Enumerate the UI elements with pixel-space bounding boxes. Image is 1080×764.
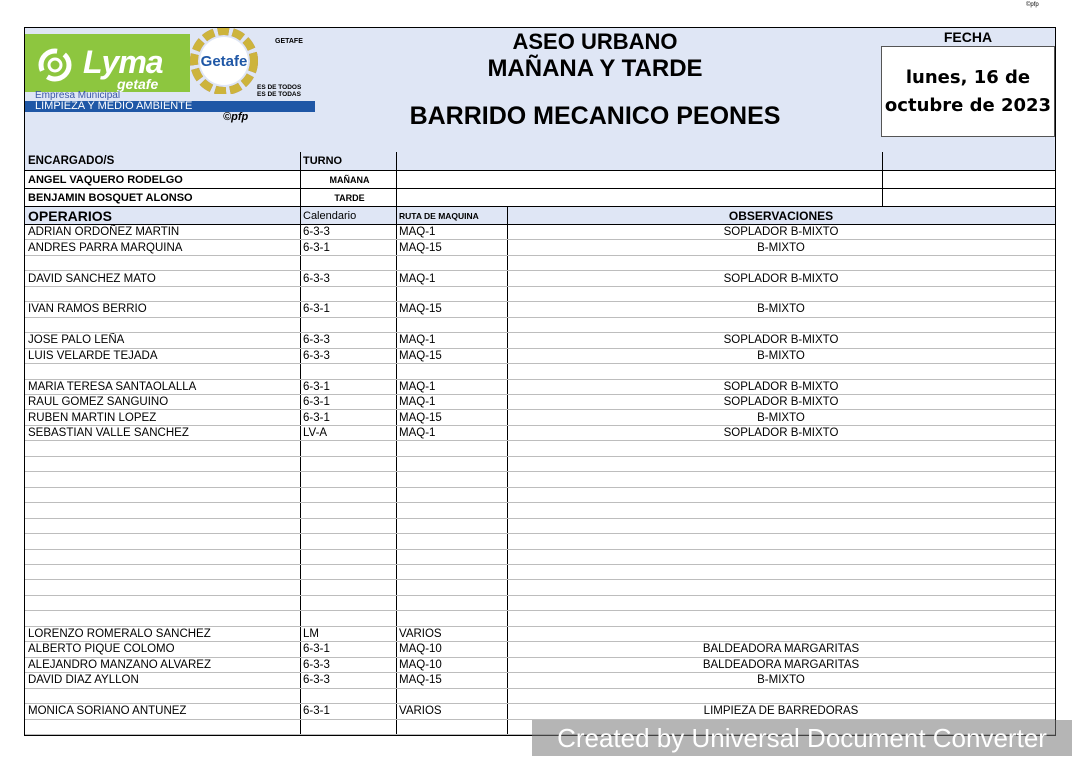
operario-ruta: MAQ-1	[399, 380, 436, 393]
operario-ruta: MAQ-15	[399, 303, 442, 316]
operario-row	[25, 349, 1055, 364]
operario-ruta	[396, 596, 507, 610]
operario-row	[25, 426, 1055, 441]
watermark: Created by Universal Document Converter	[532, 720, 1072, 756]
operario-row	[25, 302, 1055, 317]
operario-observaciones	[507, 550, 1055, 564]
operario-name	[25, 611, 300, 625]
operario-ruta: MAQ-10	[399, 643, 442, 656]
operario-observaciones: SOPLADOR B-MIXTO	[723, 226, 839, 239]
operario-observaciones: LIMPIEZA DE BARREDORAS	[703, 705, 859, 718]
encargado-turno: MAÑANA	[329, 174, 370, 185]
encargados-header-row	[25, 152, 1055, 171]
getafe-sdg-wheel-icon	[189, 28, 259, 94]
operario-ruta: VARIOS	[399, 705, 442, 718]
operario-observaciones	[507, 565, 1055, 579]
operario-row	[25, 364, 1055, 379]
title-turnos: MAÑANA Y TARDE	[487, 55, 703, 82]
operario-name	[25, 519, 300, 533]
lyma-word: Lyma	[83, 44, 163, 80]
operario-observaciones	[507, 287, 1055, 301]
operario-observaciones	[507, 318, 1055, 332]
operario-name	[25, 441, 300, 455]
operario-row	[25, 627, 1055, 642]
operario-name	[25, 534, 300, 548]
operario-observaciones: SOPLADOR B-MIXTO	[723, 396, 839, 409]
operario-ruta: MAQ-15	[399, 411, 442, 424]
operario-calendario	[300, 611, 396, 625]
operario-observaciones	[507, 457, 1055, 471]
operario-ruta: MAQ-1	[399, 226, 436, 239]
operario-calendario: 6-3-3	[303, 658, 330, 671]
operario-calendario: LV-A	[303, 427, 328, 440]
title-aseo-urbano: ASEO URBANO	[512, 29, 678, 54]
operario-name	[25, 565, 300, 579]
operario-row	[25, 642, 1055, 657]
operario-name: LUIS VELARDE TEJADA	[28, 349, 158, 362]
operario-ruta: VARIOS	[399, 628, 442, 641]
es-de-todos-line: ES DE TODOS	[257, 84, 302, 91]
operario-calendario: 6-3-1	[303, 303, 330, 316]
getafe-small-label: GETAFE	[275, 38, 303, 45]
operario-ruta	[396, 689, 507, 703]
operario-observaciones	[507, 580, 1055, 594]
operario-calendario	[300, 720, 396, 734]
sheet-header	[25, 28, 1055, 153]
operario-calendario	[300, 565, 396, 579]
operarios-col-name: OPERARIOS	[28, 207, 113, 224]
operario-calendario	[300, 256, 396, 270]
operario-name: DAVID SANCHEZ MATO	[28, 272, 156, 285]
operario-ruta	[396, 441, 507, 455]
operario-row	[25, 704, 1055, 719]
operario-row	[25, 596, 1055, 611]
operario-observaciones	[507, 256, 1055, 270]
operario-ruta	[396, 550, 507, 564]
es-de-todos	[257, 84, 301, 98]
operario-name: ALEJANDRO MANZANO ALVAREZ	[28, 658, 211, 671]
operario-row	[25, 550, 1055, 565]
operario-row	[25, 240, 1055, 255]
operario-name: IVAN RAMOS BERRIO	[28, 303, 147, 316]
operario-observaciones	[507, 689, 1055, 703]
operario-ruta	[396, 580, 507, 594]
operario-observaciones	[507, 441, 1055, 455]
operario-row	[25, 287, 1055, 302]
operario-ruta	[396, 256, 507, 270]
operario-observaciones: B-MIXTO	[757, 349, 805, 362]
operario-calendario	[300, 503, 396, 517]
encargados-col-turno: TURNO	[303, 155, 343, 167]
encargados-col-name: ENCARGADO/S	[28, 155, 115, 167]
operario-ruta: MAQ-10	[399, 658, 442, 671]
operario-name: SEBASTIAN VALLE SANCHEZ	[28, 427, 189, 440]
operario-ruta: MAQ-15	[399, 349, 442, 362]
operario-name	[25, 457, 300, 471]
operario-row	[25, 225, 1055, 240]
operario-ruta: MAQ-15	[399, 241, 442, 254]
operario-name	[25, 550, 300, 564]
es-de-todas-line: ES DE TODAS	[257, 91, 301, 98]
operario-row	[25, 410, 1055, 425]
operario-ruta	[396, 488, 507, 502]
encargado-row	[25, 171, 1055, 189]
operario-observaciones: B-MIXTO	[757, 241, 805, 254]
operario-row	[25, 503, 1055, 518]
fecha-line2: octubre de 2023	[884, 94, 1052, 116]
operario-observaciones	[507, 596, 1055, 610]
operario-name	[25, 287, 300, 301]
operario-row	[25, 534, 1055, 549]
operario-name	[25, 488, 300, 502]
operario-calendario: 6-3-3	[303, 334, 330, 347]
operario-calendario: LM	[303, 628, 319, 641]
operario-row	[25, 689, 1055, 704]
operario-calendario: 6-3-3	[303, 272, 330, 285]
operario-name	[25, 318, 300, 332]
logo-copyright: ©pfp	[223, 111, 249, 123]
operario-name: RAUL GOMEZ SANGUINO	[28, 396, 169, 409]
operarios-header-row	[25, 207, 1055, 225]
operario-calendario	[300, 519, 396, 533]
operario-observaciones: B-MIXTO	[757, 411, 805, 424]
operario-observaciones	[507, 364, 1055, 378]
operario-ruta	[396, 534, 507, 548]
fecha-value	[881, 46, 1055, 137]
encargado-name: BENJAMIN BOSQUET ALONSO	[28, 191, 193, 204]
operario-calendario	[300, 689, 396, 703]
lyma-swirl-icon	[35, 48, 75, 82]
operario-name: MARIA TERESA SANTAOLALLA	[28, 380, 197, 393]
operario-name	[25, 472, 300, 486]
operario-name	[25, 720, 300, 734]
operario-calendario: 6-3-3	[303, 226, 330, 239]
operario-observaciones: BALDEADORA MARGARITAS	[702, 643, 860, 656]
operario-ruta: MAQ-15	[399, 674, 442, 687]
operario-ruta	[396, 519, 507, 533]
operario-ruta: MAQ-1	[399, 272, 436, 285]
operario-calendario: 6-3-1	[303, 643, 330, 656]
operario-row	[25, 519, 1055, 534]
operario-row	[25, 673, 1055, 688]
operario-row	[25, 333, 1055, 348]
operario-name	[25, 580, 300, 594]
operario-name: MONICA SORIANO ANTUNEZ	[28, 705, 187, 718]
operario-row	[25, 395, 1055, 410]
operario-row	[25, 457, 1055, 472]
empresa-municipal: Empresa Municipal	[35, 90, 121, 101]
operario-calendario: 6-3-3	[303, 674, 330, 687]
operario-observaciones	[507, 534, 1055, 548]
operario-observaciones	[507, 472, 1055, 486]
operario-row	[25, 441, 1055, 456]
lyma-sub: getafe	[117, 76, 159, 92]
operario-calendario	[300, 550, 396, 564]
operario-ruta: MAQ-1	[399, 334, 436, 347]
title-barrido: BARRIDO MECANICO PEONES	[409, 102, 781, 130]
operario-name	[25, 503, 300, 517]
fecha-line1: lunes, 16 de	[905, 66, 1031, 88]
operario-observaciones: B-MIXTO	[757, 303, 805, 316]
operario-ruta	[396, 611, 507, 625]
operario-calendario: 6-3-3	[303, 349, 330, 362]
operario-name: ADRIAN ORDOÑEZ MARTIN	[28, 226, 180, 239]
operario-ruta	[396, 287, 507, 301]
operario-ruta	[396, 364, 507, 378]
operario-row	[25, 380, 1055, 395]
operario-observaciones	[507, 611, 1055, 625]
operario-calendario: 6-3-1	[303, 396, 330, 409]
operario-ruta	[396, 472, 507, 486]
operario-name: JOSE PALO LEÑA	[28, 334, 125, 347]
operario-calendario: 6-3-1	[303, 380, 330, 393]
operario-row	[25, 565, 1055, 580]
operario-name: LORENZO ROMERALO SANCHEZ	[28, 628, 211, 641]
operario-name: DAVID DIAZ AYLLON	[28, 674, 139, 687]
operario-name: ANDRES PARRA MARQUINA	[28, 241, 183, 254]
operario-calendario	[300, 472, 396, 486]
operarios-col-ruta: RUTA DE MAQUINA	[399, 210, 479, 221]
operario-observaciones	[507, 503, 1055, 517]
operario-row	[25, 472, 1055, 487]
operarios-col-calendario: Calendario	[303, 209, 357, 222]
operario-row	[25, 318, 1055, 333]
operario-observaciones	[507, 488, 1055, 502]
operario-ruta	[396, 503, 507, 517]
operario-row	[25, 256, 1055, 271]
operario-ruta: MAQ-1	[399, 396, 436, 409]
lyma-logo	[25, 34, 190, 92]
operario-calendario	[300, 580, 396, 594]
operario-observaciones: BALDEADORA MARGARITAS	[702, 658, 860, 671]
getafe-word: Getafe	[200, 53, 248, 70]
operario-observaciones: SOPLADOR B-MIXTO	[723, 334, 839, 347]
operario-ruta	[396, 720, 507, 734]
operario-name: RUBEN MARTIN LOPEZ	[28, 411, 157, 424]
operario-calendario	[300, 318, 396, 332]
operario-calendario: 6-3-1	[303, 241, 330, 254]
operario-row	[25, 611, 1055, 626]
operario-ruta	[396, 318, 507, 332]
operario-observaciones: SOPLADOR B-MIXTO	[723, 272, 839, 285]
operario-name	[25, 256, 300, 270]
operario-calendario	[300, 287, 396, 301]
operario-ruta	[396, 457, 507, 471]
operario-calendario	[300, 488, 396, 502]
operario-row	[25, 488, 1055, 503]
operario-observaciones: B-MIXTO	[757, 674, 805, 687]
schedule-sheet	[24, 27, 1056, 736]
operario-calendario: 6-3-1	[303, 705, 330, 718]
operario-calendario	[300, 596, 396, 610]
operario-row	[25, 271, 1055, 286]
operario-name: ALBERTO PIQUE COLOMO	[28, 643, 175, 656]
operario-name	[25, 364, 300, 378]
fecha-label: FECHA	[943, 29, 993, 45]
operario-row	[25, 658, 1055, 673]
encargado-turno: TARDE	[334, 192, 365, 203]
operario-observaciones: SOPLADOR B-MIXTO	[723, 427, 839, 440]
operario-ruta	[396, 565, 507, 579]
operario-calendario	[300, 364, 396, 378]
operario-ruta: MAQ-1	[399, 427, 436, 440]
operarios-col-observaciones: OBSERVACIONES	[728, 208, 834, 223]
operario-observaciones	[507, 519, 1055, 533]
operario-calendario	[300, 457, 396, 471]
limpieza-bar: LIMPIEZA Y MEDIO AMBIENTE	[25, 101, 315, 112]
operario-name	[25, 689, 300, 703]
operario-name	[25, 596, 300, 610]
operario-observaciones: SOPLADOR B-MIXTO	[723, 380, 839, 393]
encargado-row	[25, 189, 1055, 207]
operario-row	[25, 580, 1055, 595]
operario-observaciones	[507, 627, 1055, 641]
operario-calendario	[300, 441, 396, 455]
encargado-name: ANGEL VAQUERO RODELGO	[28, 173, 183, 186]
corner-mark: ©pfp	[1026, 2, 1039, 8]
operario-calendario: 6-3-1	[303, 411, 330, 424]
operario-calendario	[300, 534, 396, 548]
